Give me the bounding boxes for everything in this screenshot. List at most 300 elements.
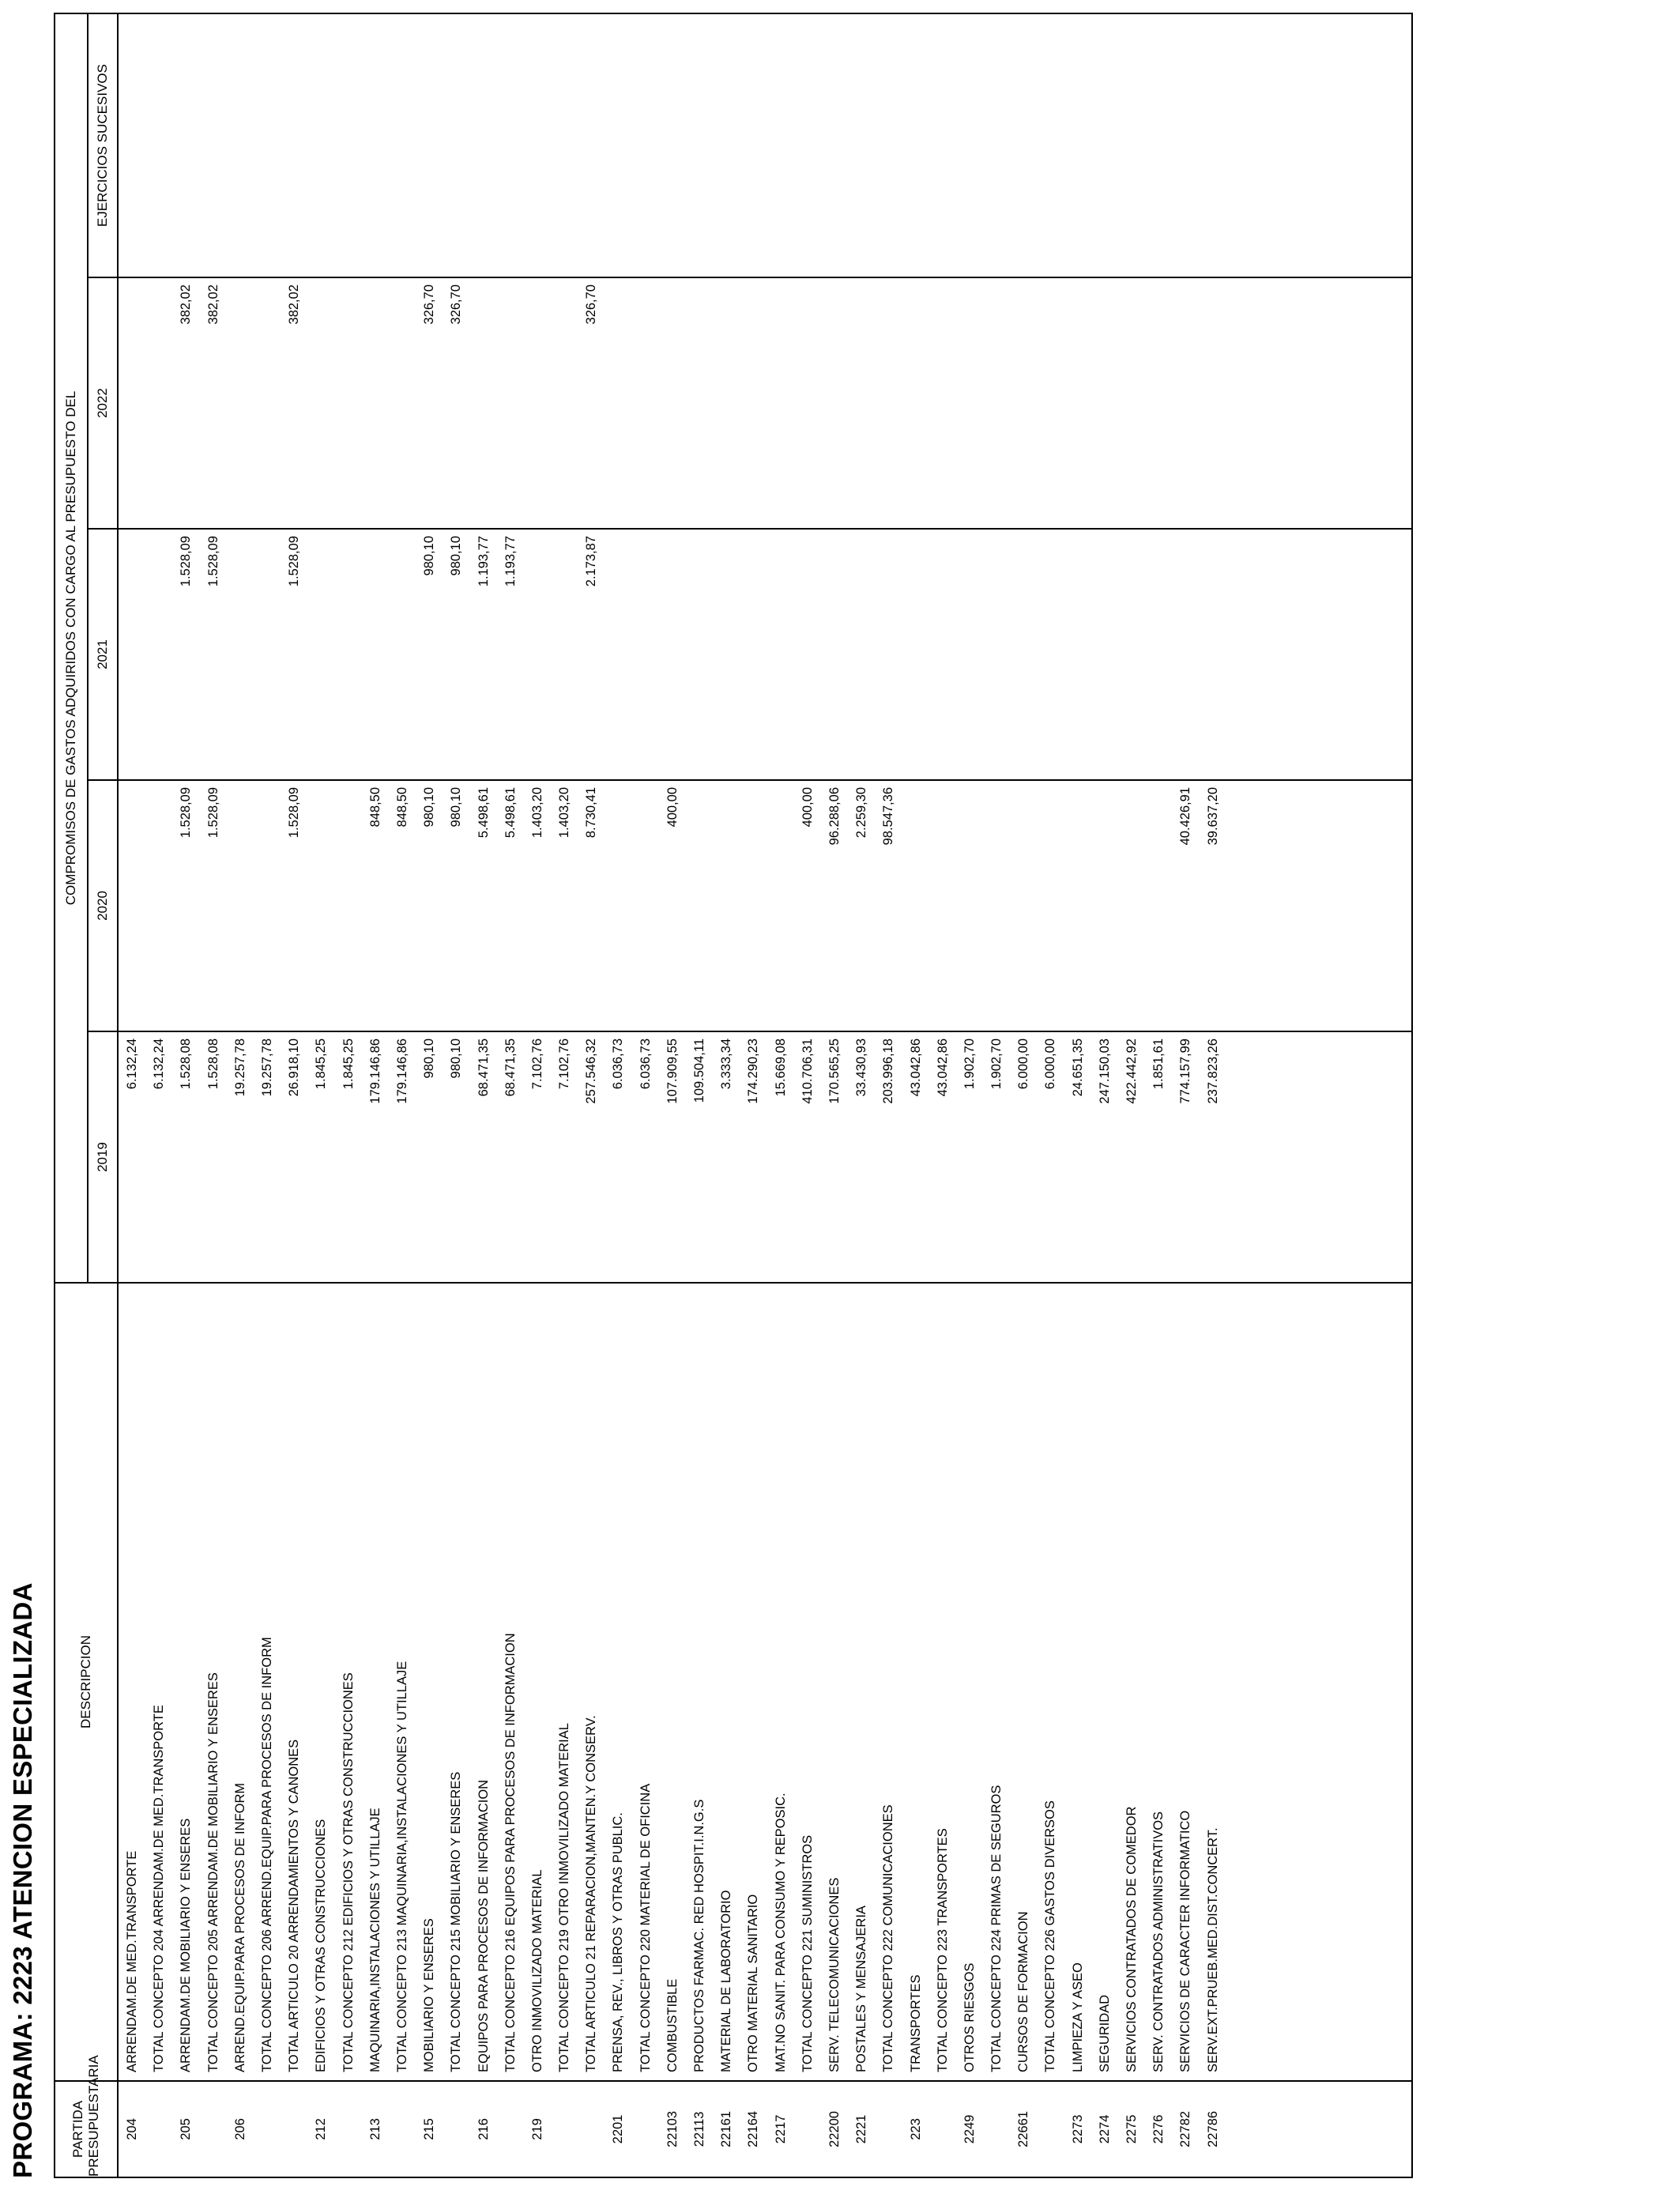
page-title: PROGRAMA: 2223 ATENCION ESPECIALIZADA [8,1582,37,2178]
cell-2020: 1.403,20 [551,780,578,1031]
header-year-2022: 2022 [88,277,118,529]
cell-partida [794,2081,821,2177]
cell-2021 [1064,529,1091,780]
cell-partida: 2273 [1064,2081,1091,2177]
cell-2022: 382,02 [172,277,199,529]
cell-2021 [145,529,172,780]
table-row [307,13,334,2177]
cell-descripcion: TOTAL CONCEPTO 221 SUMINISTROS [794,1283,821,2081]
table-row [956,13,983,2177]
table-filler-row [1226,13,1412,2177]
cell-sucesivos [875,13,902,277]
cell-descripcion: TOTAL CONCEPTO 226 GASTOS DIVERSOS [1037,1283,1064,2081]
cell-2021: 1.528,09 [281,529,307,780]
cell-sucesivos [200,13,227,277]
table-row [902,13,929,2177]
cell-2022 [1145,277,1172,529]
cell-2019: 1.528,08 [200,1031,227,1283]
cell-2020 [605,780,631,1031]
cell-2019: 7.102,76 [524,1031,551,1283]
cell-partida: 212 [307,2081,334,2177]
cell-partida: 205 [172,2081,199,2177]
cell-2019: 1.845,25 [307,1031,334,1283]
table-row [172,13,199,2177]
cell-partida [200,2081,227,2177]
cell-2021: 980,10 [443,529,469,780]
table-row [713,13,740,2177]
cell-2020 [983,780,1010,1031]
cell-2022 [821,277,848,529]
filler-cell [1226,780,1412,1031]
cell-2020: 980,10 [443,780,469,1031]
cell-descripcion: SERV. TELECOMUNICACIONES [821,1283,848,2081]
cell-2022 [551,277,578,529]
cell-2022 [767,277,794,529]
cell-partida: 22113 [686,2081,713,2177]
cell-2021 [362,529,389,780]
cell-2021 [956,529,983,780]
cell-2020 [1091,780,1118,1031]
cell-2020 [1037,780,1064,1031]
cell-2022 [929,277,956,529]
cell-2021 [713,529,740,780]
cell-partida [551,2081,578,2177]
cell-partida: 2201 [605,2081,631,2177]
cell-2019: 107.909,55 [659,1031,686,1283]
cell-partida: 223 [902,2081,929,2177]
cell-2020 [118,780,145,1031]
cell-2021 [902,529,929,780]
cell-2019: 1.902,70 [956,1031,983,1283]
header-commitments-group: COMPROMISOS DE GASTOS ADQUIRIDOS CON CARGO AL PRESUPUESTO DEL [55,13,88,1283]
cell-descripcion: TOTAL CONCEPTO 222 COMUNICACIONES [875,1283,902,2081]
cell-2022 [848,277,875,529]
cell-descripcion: TOTAL CONCEPTO 205 ARRENDAM.DE MOBILIARIO Y ENSERES [200,1283,227,2081]
cell-descripcion: TOTAL CONCEPTO 223 TRANSPORTES [929,1283,956,2081]
cell-partida: 22661 [1010,2081,1037,2177]
cell-partida [281,2081,307,2177]
cell-descripcion: CURSOS DE FORMACION [1010,1283,1037,2081]
cell-2020 [686,780,713,1031]
cell-sucesivos [1091,13,1118,277]
cell-2021 [227,529,254,780]
header-year-2019: 2019 [88,1031,118,1283]
cell-2021: 2.173,87 [578,529,605,780]
cell-2021 [1172,529,1199,780]
cell-2021: 980,10 [416,529,443,780]
cell-2022 [497,277,524,529]
cell-descripcion: ARRENDAM.DE MED.TRANSPORTE [118,1283,145,2081]
cell-2020 [1118,780,1145,1031]
cell-2021 [983,529,1010,780]
cell-partida [578,2081,605,2177]
cell-sucesivos [605,13,631,277]
cell-descripcion: MAT.NO SANIT. PARA CONSUMO Y REPOSIC. [767,1283,794,2081]
cell-2019: 6.132,24 [118,1031,145,1283]
cell-sucesivos [1172,13,1199,277]
cell-sucesivos [902,13,929,277]
cell-2019: 6.000,00 [1037,1031,1064,1283]
cell-partida: 22200 [821,2081,848,2177]
cell-2022: 326,70 [416,277,443,529]
cell-2021 [605,529,631,780]
table-row [1145,13,1172,2177]
cell-2019: 774.157,99 [1172,1031,1199,1283]
cell-2020: 1.403,20 [524,780,551,1031]
cell-descripcion: TRANSPORTES [902,1283,929,2081]
cell-2019: 109.504,11 [686,1031,713,1283]
cell-2019: 43.042,86 [902,1031,929,1283]
cell-sucesivos [632,13,659,277]
table-row [335,13,362,2177]
cell-2021 [1091,529,1118,780]
cell-2021 [848,529,875,780]
header-partida: PARTIDA PRESUPUESTARIA [55,2081,118,2177]
cell-2022 [1172,277,1199,529]
cell-2019: 43.042,86 [929,1031,956,1283]
cell-descripcion: COMBUSTIBLE [659,1283,686,2081]
cell-2022 [335,277,362,529]
cell-sucesivos [767,13,794,277]
cell-2022 [145,277,172,529]
table-row [1200,13,1226,2177]
cell-partida: 206 [227,2081,254,2177]
filler-cell [1226,529,1412,780]
cell-2019: 980,10 [416,1031,443,1283]
cell-sucesivos [469,13,496,277]
table-row [848,13,875,2177]
cell-2019: 174.290,23 [740,1031,767,1283]
table-row [767,13,794,2177]
cell-partida: 22786 [1200,2081,1226,2177]
cell-partida: 2276 [1145,2081,1172,2177]
table-row [551,13,578,2177]
cell-2019: 15.669,08 [767,1031,794,1283]
cell-partida: 22782 [1172,2081,1199,2177]
cell-2020: 1.528,09 [172,780,199,1031]
cell-sucesivos [118,13,145,277]
cell-descripcion: SEGURIDAD [1091,1283,1118,2081]
cell-2020 [902,780,929,1031]
cell-2022 [956,277,983,529]
table-row [740,13,767,2177]
cell-sucesivos [172,13,199,277]
cell-sucesivos [307,13,334,277]
cell-2021 [118,529,145,780]
table-row [605,13,631,2177]
cell-2022: 382,02 [200,277,227,529]
cell-descripcion: OTRO INMOVILIZADO MATERIAL [524,1283,551,2081]
cell-2021 [659,529,686,780]
cell-partida: 2217 [767,2081,794,2177]
cell-partida [929,2081,956,2177]
cell-sucesivos [551,13,578,277]
cell-2021: 1.528,09 [172,529,199,780]
cell-sucesivos [929,13,956,277]
cell-2019: 24.651,35 [1064,1031,1091,1283]
cell-partida: 22103 [659,2081,686,2177]
cell-sucesivos [740,13,767,277]
cell-partida: 22161 [713,2081,740,2177]
cell-2022 [254,277,281,529]
cell-descripcion: ARREND.EQUIP.PARA PROCESOS DE INFORM [227,1283,254,2081]
cell-2022: 326,70 [443,277,469,529]
cell-descripcion: TOTAL ARTICULO 20 ARRENDAMIENTOS Y CANONES [281,1283,307,2081]
cell-2019: 247.150,03 [1091,1031,1118,1283]
cell-2022 [605,277,631,529]
cell-partida [1037,2081,1064,2177]
cell-descripcion: SERV.EXT.PRUEB.MED.DIST.CONCERT. [1200,1283,1226,2081]
cell-descripcion: TOTAL CONCEPTO 212 EDIFICIOS Y OTRAS CONSTRUCCIONES [335,1283,362,2081]
table-row [497,13,524,2177]
cell-sucesivos [362,13,389,277]
cell-2019: 1.528,08 [172,1031,199,1283]
cell-2019: 6.000,00 [1010,1031,1037,1283]
table-row [227,13,254,2177]
cell-sucesivos [1145,13,1172,277]
cell-2022 [875,277,902,529]
cell-2020 [767,780,794,1031]
cell-2022 [227,277,254,529]
table-row [1064,13,1091,2177]
cell-2021: 1.193,77 [469,529,496,780]
filler-cell [1226,1031,1412,1283]
cell-2020 [632,780,659,1031]
cell-sucesivos [794,13,821,277]
cell-partida: 219 [524,2081,551,2177]
cell-2022 [794,277,821,529]
cell-2022: 382,02 [281,277,307,529]
cell-partida: 2274 [1091,2081,1118,2177]
cell-2019: 6.036,73 [632,1031,659,1283]
header-year-2020: 2020 [88,780,118,1031]
cell-2022 [713,277,740,529]
cell-sucesivos [713,13,740,277]
cell-descripcion: OTROS RIESGOS [956,1283,983,2081]
cell-2022 [307,277,334,529]
cell-descripcion: LIMPIEZA Y ASEO [1064,1283,1091,2081]
cell-partida [875,2081,902,2177]
cell-2020 [254,780,281,1031]
cell-2022 [1200,277,1226,529]
cell-2022 [389,277,416,529]
cell-sucesivos [686,13,713,277]
cell-2019: 980,10 [443,1031,469,1283]
table-row [524,13,551,2177]
cell-descripcion: ARRENDAM.DE MOBILIARIO Y ENSERES [172,1283,199,2081]
cell-2021 [1200,529,1226,780]
cell-partida [443,2081,469,2177]
cell-2022 [469,277,496,529]
cell-partida: 204 [118,2081,145,2177]
table-row [1118,13,1145,2177]
cell-2021 [686,529,713,780]
cell-sucesivos [497,13,524,277]
cell-descripcion: POSTALES Y MENSAJERIA [848,1283,875,2081]
cell-descripcion: PRODUCTOS FARMAC. RED HOSPIT.I.N.G.S [686,1283,713,2081]
commitments-table [54,13,1413,2178]
cell-2020: 1.528,09 [281,780,307,1031]
cell-partida: 2249 [956,2081,983,2177]
cell-descripcion: TOTAL CONCEPTO 224 PRIMAS DE SEGUROS [983,1283,1010,2081]
cell-2021 [875,529,902,780]
cell-sucesivos [821,13,848,277]
cell-partida: 216 [469,2081,496,2177]
cell-descripcion: OTRO MATERIAL SANITARIO [740,1283,767,2081]
cell-2022 [1037,277,1064,529]
cell-2020 [1010,780,1037,1031]
cell-sucesivos [1200,13,1226,277]
table-row [983,13,1010,2177]
cell-sucesivos [659,13,686,277]
cell-2020: 1.528,09 [200,780,227,1031]
cell-2021 [632,529,659,780]
cell-2019: 179.146,86 [389,1031,416,1283]
cell-2021 [821,529,848,780]
cell-descripcion: TOTAL CONCEPTO 219 OTRO INMOVILIZADO MATERIAL [551,1283,578,2081]
cell-2022 [1010,277,1037,529]
cell-2021: 1.193,77 [497,529,524,780]
cell-2021 [307,529,334,780]
filler-cell [1226,2081,1412,2177]
cell-2019: 33.430,93 [848,1031,875,1283]
cell-2020 [740,780,767,1031]
table-row [929,13,956,2177]
cell-2020: 40.426,91 [1172,780,1199,1031]
cell-descripcion: SERVICIOS CONTRATADOS DE COMEDOR [1118,1283,1145,2081]
cell-2020 [929,780,956,1031]
cell-sucesivos [578,13,605,277]
cell-2022 [659,277,686,529]
cell-2022: 326,70 [578,277,605,529]
cell-2019: 410.706,31 [794,1031,821,1283]
cell-partida: 213 [362,2081,389,2177]
cell-descripcion: TOTAL ARTICULO 21 REPARACION,MANTEN.Y CONSERV. [578,1283,605,2081]
cell-2020: 980,10 [416,780,443,1031]
filler-cell [1226,1283,1412,2081]
cell-2021 [335,529,362,780]
cell-2020 [145,780,172,1031]
cell-descripcion: SERVICIOS DE CARACTER INFORMATICO [1172,1283,1199,2081]
cell-2019: 68.471,35 [469,1031,496,1283]
cell-2019: 7.102,76 [551,1031,578,1283]
header-year-2021: 2021 [88,529,118,780]
cell-2021 [1037,529,1064,780]
cell-descripcion: SERV. CONTRATADOS ADMINISTRATIVOS [1145,1283,1172,2081]
cell-descripcion: TOTAL CONCEPTO 215 MOBILIARIO Y ENSERES [443,1283,469,2081]
cell-2021 [1118,529,1145,780]
cell-2019: 1.845,25 [335,1031,362,1283]
cell-2020: 2.259,30 [848,780,875,1031]
cell-2020: 98.547,36 [875,780,902,1031]
cell-2020: 400,00 [659,780,686,1031]
cell-sucesivos [254,13,281,277]
cell-sucesivos [416,13,443,277]
cell-sucesivos [1037,13,1064,277]
cell-2022 [740,277,767,529]
table-row [632,13,659,2177]
cell-sucesivos [956,13,983,277]
cell-2022 [524,277,551,529]
cell-2020 [307,780,334,1031]
filler-cell [1226,277,1412,529]
table-row [686,13,713,2177]
cell-sucesivos [1064,13,1091,277]
cell-2022 [902,277,929,529]
cell-sucesivos [145,13,172,277]
cell-2022 [1118,277,1145,529]
table-row [389,13,416,2177]
table-body [118,13,1412,2177]
cell-2022 [1064,277,1091,529]
cell-descripcion: PRENSA, REV., LIBROS Y OTRAS PUBLIC. [605,1283,631,2081]
table-row [200,13,227,2177]
cell-descripcion: MATERIAL DE LABORATORIO [713,1283,740,2081]
cell-sucesivos [1010,13,1037,277]
cell-2019: 257.546,32 [578,1031,605,1283]
cell-sucesivos [227,13,254,277]
cell-2021 [254,529,281,780]
table-row [362,13,389,2177]
cell-2019: 6.132,24 [145,1031,172,1283]
table-row [875,13,902,2177]
cell-2021 [1145,529,1172,780]
cell-descripcion: MAQUINARIA,INSTALACIONES Y UTILLAJE [362,1283,389,2081]
cell-2019: 6.036,73 [605,1031,631,1283]
table-row [416,13,443,2177]
cell-partida [389,2081,416,2177]
table-row [469,13,496,2177]
cell-partida [983,2081,1010,2177]
cell-2019: 170.565,25 [821,1031,848,1283]
cell-2019: 1.902,70 [983,1031,1010,1283]
cell-2019: 19.257,78 [254,1031,281,1283]
table-row [443,13,469,2177]
cell-2019: 68.471,35 [497,1031,524,1283]
cell-partida [497,2081,524,2177]
cell-2020: 5.498,61 [497,780,524,1031]
table-row [1091,13,1118,2177]
cell-2021 [551,529,578,780]
cell-sucesivos [443,13,469,277]
cell-2020: 400,00 [794,780,821,1031]
table-row [578,13,605,2177]
table-row [821,13,848,2177]
cell-sucesivos [1118,13,1145,277]
cell-2021 [389,529,416,780]
cell-2020 [1145,780,1172,1031]
cell-2020: 96.288,06 [821,780,848,1031]
table-row [281,13,307,2177]
cell-2019: 179.146,86 [362,1031,389,1283]
cell-2020 [713,780,740,1031]
cell-2021 [794,529,821,780]
cell-2019: 3.333,34 [713,1031,740,1283]
cell-2020 [227,780,254,1031]
table-row [254,13,281,2177]
cell-2022 [118,277,145,529]
cell-partida [632,2081,659,2177]
cell-descripcion: TOTAL CONCEPTO 216 EQUIPOS PARA PROCESOS DE INFORMACION [497,1283,524,2081]
cell-descripcion: EDIFICIOS Y OTRAS CONSTRUCCIONES [307,1283,334,2081]
cell-partida: 2221 [848,2081,875,2177]
cell-2019: 237.823,26 [1200,1031,1226,1283]
cell-partida [335,2081,362,2177]
header-ejercicios-sucesivos: EJERCICIOS SUCESIVOS [88,13,118,277]
table-row [145,13,172,2177]
filler-cell [1226,13,1412,277]
cell-partida: 22164 [740,2081,767,2177]
